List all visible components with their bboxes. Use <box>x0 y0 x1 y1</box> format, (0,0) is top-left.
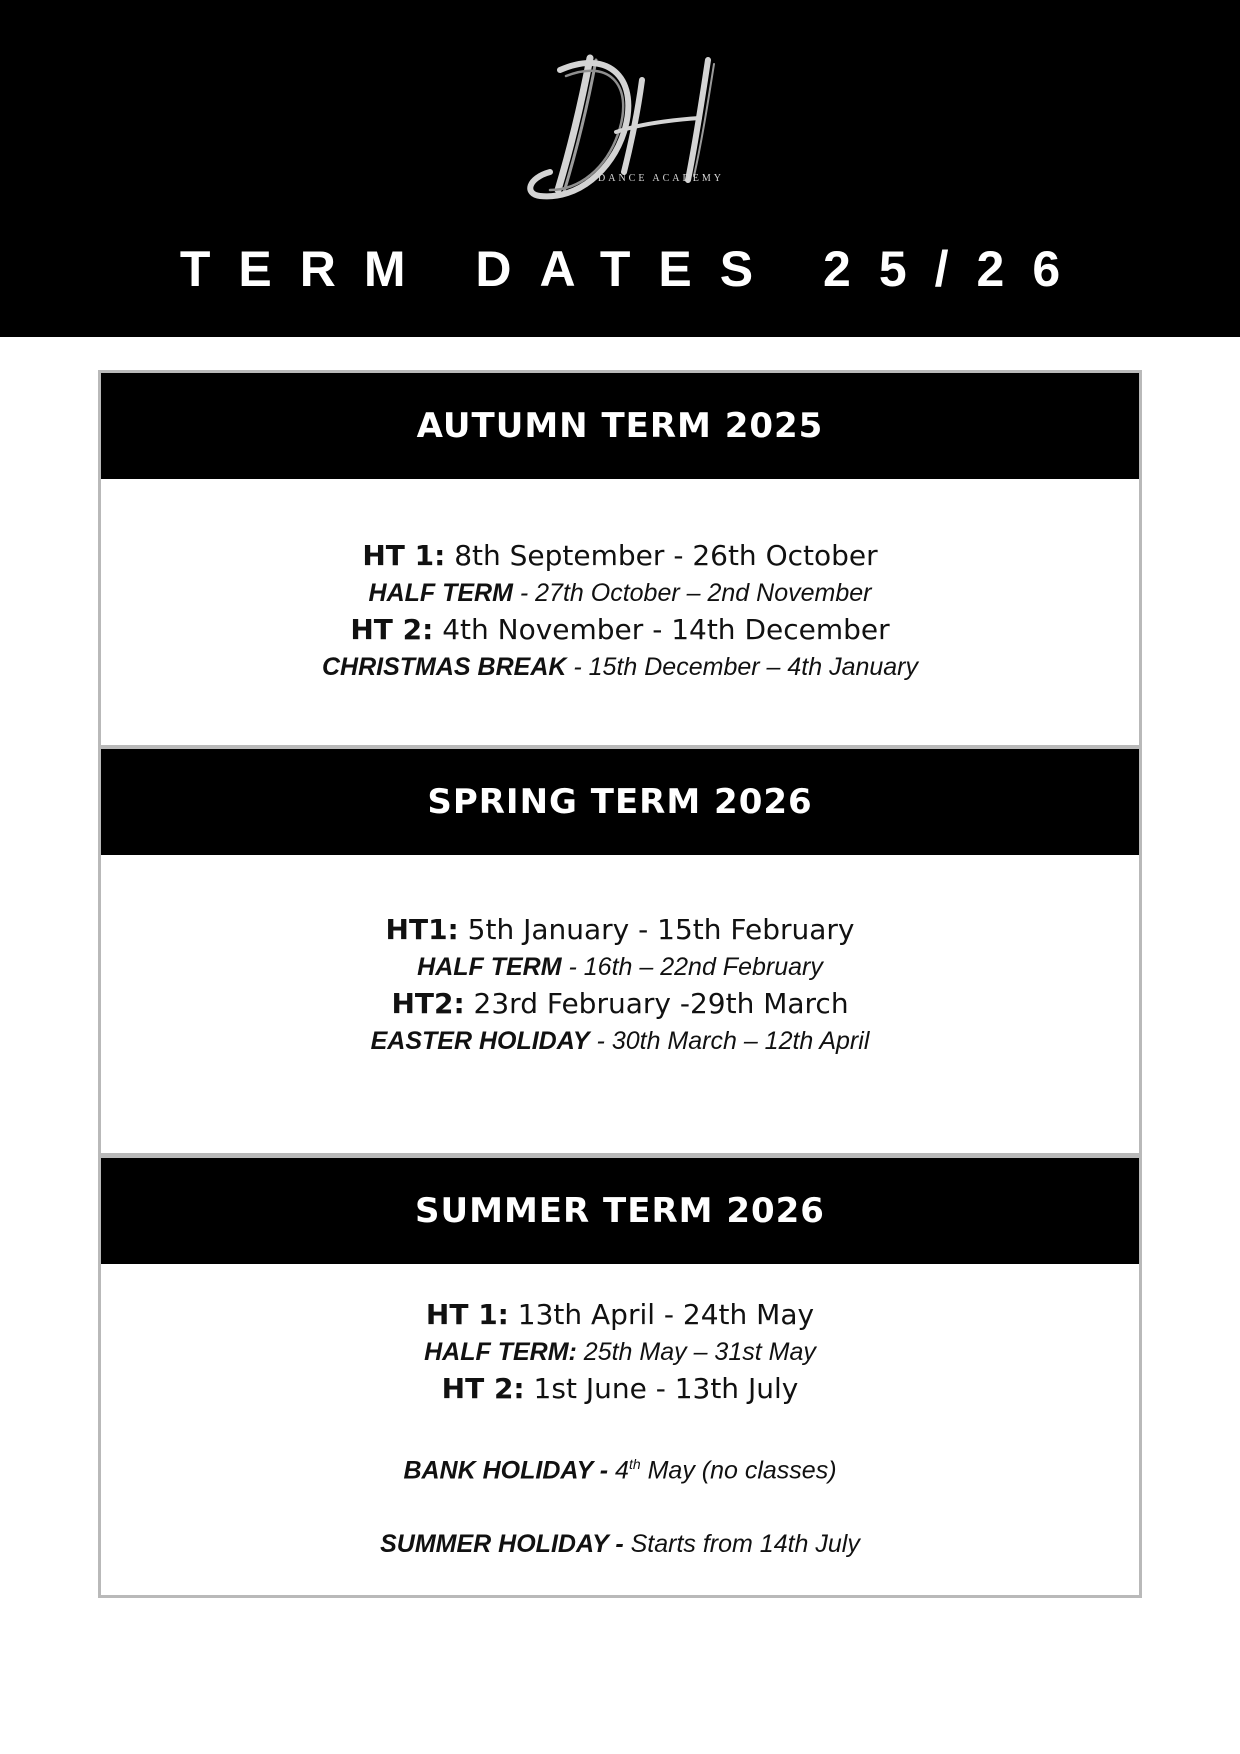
summer-holiday-line <box>101 1526 1139 1562</box>
line-label: HT 1: <box>425 1298 509 1331</box>
line-label: HT2: <box>391 987 465 1020</box>
term-heading: SPRING TERM 2026 <box>101 749 1139 855</box>
summer-term-section <box>98 1155 1142 1598</box>
half-term-break-line <box>101 575 1139 611</box>
line-label: HT 1: <box>362 539 446 572</box>
spring-term-section <box>98 746 1142 1156</box>
half-term-2-line <box>101 985 1139 1023</box>
line-label: CHRISTMAS BREAK <box>321 653 567 681</box>
line-value: - 30th March – 12th April <box>589 1027 870 1055</box>
half-term-1-line <box>101 1296 1139 1334</box>
line-value: - 27th October – 2nd November <box>512 579 872 607</box>
term-dates <box>101 1296 1139 1562</box>
line-label: SUMMER HOLIDAY - <box>380 1530 624 1559</box>
line-value: 4 <box>608 1456 629 1485</box>
line-label: HT 2: <box>441 1372 525 1405</box>
half-term-2-line <box>101 1370 1139 1408</box>
line-value: 8th September - 26th October <box>445 539 878 572</box>
line-value: 4th November - 14th December <box>433 613 890 646</box>
line-label: HALF TERM <box>417 953 562 981</box>
line-label: HT 2: <box>350 613 434 646</box>
half-term-break-line <box>101 949 1139 985</box>
autumn-term-section <box>98 370 1142 748</box>
easter-holiday-line <box>101 1023 1139 1059</box>
ordinal-suffix: th <box>628 1456 641 1472</box>
line-value: 5th January - 15th February <box>458 913 855 946</box>
spacer <box>101 1488 1139 1526</box>
bank-holiday-line <box>101 1446 1139 1488</box>
term-heading: AUTUMN TERM 2025 <box>101 373 1139 479</box>
logo-subtitle: DANCE ACADEMY <box>598 173 724 184</box>
header-banner <box>0 0 1240 337</box>
line-label: HT1: <box>385 913 459 946</box>
term-dates <box>101 537 1139 685</box>
term-heading: SUMMER TERM 2026 <box>101 1158 1139 1264</box>
half-term-1-line <box>101 537 1139 575</box>
line-value: Starts from 14th July <box>623 1530 860 1559</box>
line-value: 23rd February -29th March <box>464 987 849 1020</box>
line-label: HALF TERM <box>368 579 513 607</box>
line-value: 25th May – 31st May <box>576 1338 816 1366</box>
line-value: - 16th – 22nd February <box>561 953 823 981</box>
term-dates <box>101 911 1139 1059</box>
line-label: HALF TERM: <box>424 1338 577 1366</box>
line-label: BANK HOLIDAY - <box>403 1456 609 1485</box>
christmas-break-line <box>101 649 1139 685</box>
line-value: 13th April - 24th May <box>508 1298 815 1331</box>
line-value: - 15th December – 4th January <box>566 653 919 681</box>
dh-logo-icon <box>520 40 750 212</box>
line-label: EASTER HOLIDAY <box>370 1027 590 1055</box>
half-term-1-line <box>101 911 1139 949</box>
half-term-break-line <box>101 1334 1139 1370</box>
line-value-rest: May (no classes) <box>640 1456 837 1485</box>
line-value: 1st June - 13th July <box>524 1372 799 1405</box>
page-title: TERM DATES 25/26 <box>179 241 1089 297</box>
spacer <box>101 1408 1139 1446</box>
half-term-2-line <box>101 611 1139 649</box>
